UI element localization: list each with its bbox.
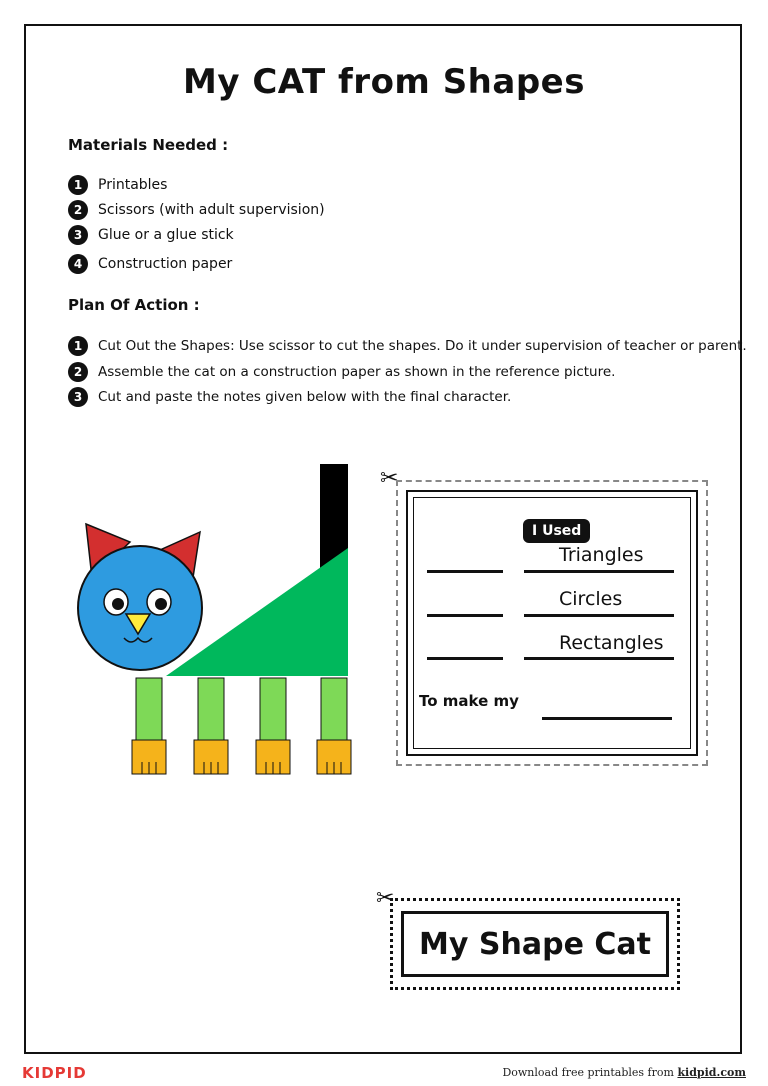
material-text: Construction paper bbox=[98, 256, 233, 272]
number-badge: 1 bbox=[68, 175, 88, 195]
number-badge: 3 bbox=[68, 225, 88, 245]
number-badge: 4 bbox=[68, 254, 88, 274]
shape-underline bbox=[524, 657, 674, 660]
plan-text: Cut Out the Shapes: Use scissor to cut the shapes. Do it under supervision of teacher or parent. bbox=[98, 338, 747, 354]
note-border bbox=[406, 490, 698, 756]
kidpid-logo: KIDPID bbox=[22, 1064, 87, 1082]
make-blank bbox=[542, 717, 672, 720]
page-title: My CAT from Shapes bbox=[183, 62, 585, 102]
scissors-icon: ✂ bbox=[376, 886, 395, 911]
material-item bbox=[68, 199, 325, 221]
footer-text: Download free printables from bbox=[502, 1066, 678, 1079]
name-card-text: My Shape Cat bbox=[401, 911, 669, 977]
footer-credit bbox=[502, 1066, 746, 1079]
note-card bbox=[396, 480, 708, 766]
material-text: Printables bbox=[98, 177, 168, 193]
cat-head bbox=[78, 546, 202, 670]
plan-item bbox=[68, 361, 615, 383]
footer-link[interactable]: kidpid.com bbox=[677, 1066, 746, 1079]
number-badge: 2 bbox=[68, 362, 88, 382]
shape-underline bbox=[524, 614, 674, 617]
number-badge: 2 bbox=[68, 200, 88, 220]
make-label: To make my bbox=[419, 692, 519, 710]
number-badge: 3 bbox=[68, 387, 88, 407]
shape-label-circles: Circles bbox=[559, 588, 623, 610]
cat-left-pupil bbox=[112, 598, 124, 610]
material-item bbox=[68, 253, 232, 275]
plan-text: Cut and paste the notes given below with the final character. bbox=[98, 389, 512, 405]
shape-underline bbox=[524, 570, 674, 573]
note-content bbox=[413, 497, 691, 749]
material-item bbox=[68, 224, 234, 246]
name-card bbox=[390, 898, 680, 990]
scissors-icon: ✂ bbox=[380, 466, 399, 491]
cat-illustration bbox=[74, 460, 354, 780]
material-text: Glue or a glue stick bbox=[98, 227, 234, 243]
shape-label-triangles: Triangles bbox=[559, 544, 644, 566]
plan-heading: Plan Of Action : bbox=[68, 296, 200, 314]
count-blank bbox=[427, 657, 503, 660]
shape-label-rectangles: Rectangles bbox=[559, 632, 664, 654]
plan-item bbox=[68, 386, 511, 408]
materials-heading: Materials Needed : bbox=[68, 136, 229, 154]
cat-right-pupil bbox=[155, 598, 167, 610]
number-badge: 1 bbox=[68, 336, 88, 356]
material-text: Scissors (with adult supervision) bbox=[98, 202, 325, 218]
count-blank bbox=[427, 570, 503, 573]
material-item bbox=[68, 174, 167, 196]
plan-item bbox=[68, 335, 747, 357]
count-blank bbox=[427, 614, 503, 617]
used-badge: I Used bbox=[523, 519, 590, 543]
plan-text: Assemble the cat on a construction paper as shown in the reference picture. bbox=[98, 364, 616, 380]
cat-paws bbox=[132, 740, 351, 774]
cat-legs bbox=[136, 678, 347, 740]
